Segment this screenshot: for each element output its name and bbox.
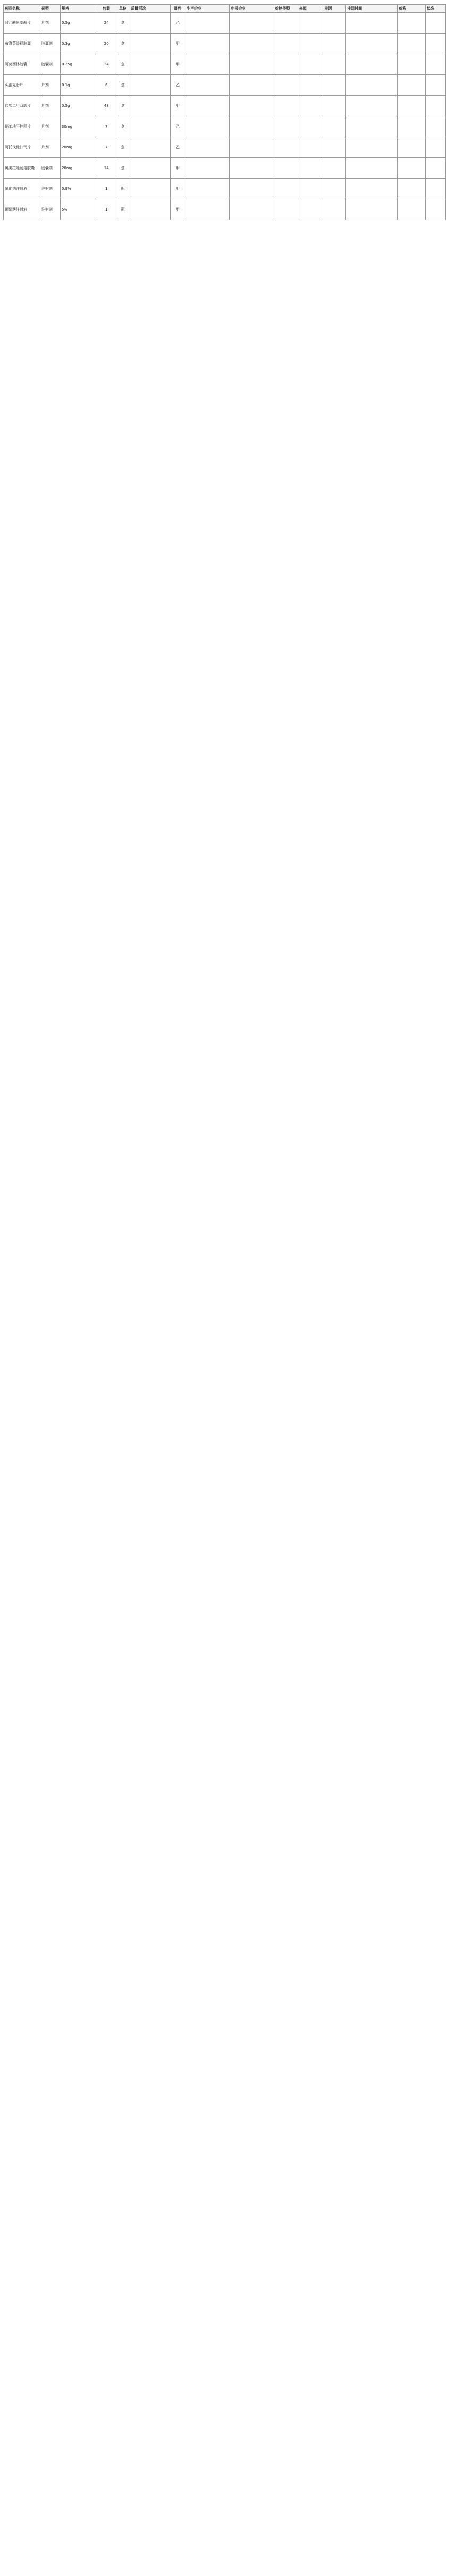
table-cell [230,179,274,199]
table-cell [230,158,274,179]
table-cell: 盒 [116,54,130,75]
table-cell: 瓶 [116,179,130,199]
table-cell: 0.3g [60,34,97,54]
table-cell: 盐酸二甲双胍片 [4,96,40,116]
table-cell: 7 [97,116,116,137]
table-cell [274,34,298,54]
table-cell [274,96,298,116]
table-cell [323,158,346,179]
column-header: 价格类型 [274,5,298,13]
table-cell: 20 [97,34,116,54]
table-cell [397,137,425,158]
column-header: 生产企业 [185,5,230,13]
table-header-row [4,5,446,13]
table-cell [185,34,230,54]
table-cell [425,116,445,137]
table-cell: 盒 [116,13,130,34]
table-cell [323,75,346,96]
table-row [4,34,446,54]
table-cell: 胶囊剂 [40,34,60,54]
table-cell [397,54,425,75]
table-cell: 6 [97,75,116,96]
table-cell [230,13,274,34]
table-cell [185,137,230,158]
table-cell [274,116,298,137]
table-cell [425,54,445,75]
table-cell [130,54,170,75]
table-cell: 片剂 [40,137,60,158]
table-cell [346,13,397,34]
table-cell [185,96,230,116]
table-cell [397,199,425,220]
column-header: 属性 [170,5,185,13]
column-header: 挂网时间 [346,5,397,13]
table-cell [130,96,170,116]
table-cell: 胶囊剂 [40,158,60,179]
table-cell: 对乙酰氨基酚片 [4,13,40,34]
table-cell [425,199,445,220]
table-cell [230,96,274,116]
table-cell [346,179,397,199]
table-cell [298,96,323,116]
table-cell [425,75,445,96]
table-cell: 胶囊剂 [40,54,60,75]
table-cell [298,199,323,220]
table-cell [397,34,425,54]
table-cell [397,13,425,34]
table-cell [298,54,323,75]
table-cell [185,54,230,75]
table-cell [397,158,425,179]
table-cell: 甲 [170,179,185,199]
table-cell [298,158,323,179]
table-cell: 片剂 [40,116,60,137]
table-cell [230,199,274,220]
table-cell [397,179,425,199]
table-cell: 48 [97,96,116,116]
table-cell: 乙 [170,13,185,34]
table-cell [230,75,274,96]
table-cell [130,116,170,137]
table-cell [425,96,445,116]
table-cell: 乙 [170,75,185,96]
table-cell: 注射剂 [40,199,60,220]
table-cell: 5% [60,199,97,220]
table-cell [323,54,346,75]
table-cell [185,13,230,34]
table-cell: 甲 [170,34,185,54]
column-header: 挂网 [323,5,346,13]
table-cell: 头孢克肟片 [4,75,40,96]
table-cell [130,34,170,54]
table-cell [185,75,230,96]
column-header: 规格 [60,5,97,13]
table-row [4,54,446,75]
table-cell [185,116,230,137]
table-cell [346,54,397,75]
table-cell [346,137,397,158]
table-cell [185,158,230,179]
table-cell [298,13,323,34]
table-cell [130,179,170,199]
table-cell [323,13,346,34]
table-cell: 24 [97,54,116,75]
table-cell [274,13,298,34]
table-cell: 30mg [60,116,97,137]
table-cell: 甲 [170,54,185,75]
table-cell: 0.1g [60,75,97,96]
table-cell [346,158,397,179]
table-cell: 乙 [170,116,185,137]
table-cell [298,34,323,54]
table-cell: 奥美拉唑肠溶胶囊 [4,158,40,179]
table-cell [346,116,397,137]
table-row [4,75,446,96]
table-cell: 硝苯地平控释片 [4,116,40,137]
table-cell: 1 [97,179,116,199]
table-cell: 1 [97,199,116,220]
table-cell [230,54,274,75]
table-cell: 20mg [60,158,97,179]
table-cell: 片剂 [40,75,60,96]
table-cell [397,96,425,116]
table-row [4,96,446,116]
table-cell [323,116,346,137]
table-cell [346,75,397,96]
table-cell: 盒 [116,34,130,54]
table-cell [425,13,445,34]
table-cell [230,116,274,137]
column-header: 质量层次 [130,5,170,13]
table-cell [130,199,170,220]
table-cell: 葡萄糖注射液 [4,199,40,220]
table-cell [298,137,323,158]
table-cell: 氯化钠注射液 [4,179,40,199]
table-cell: 盒 [116,75,130,96]
table-cell: 片剂 [40,13,60,34]
table-cell [274,199,298,220]
column-header: 药品名称 [4,5,40,13]
table-cell: 片剂 [40,96,60,116]
table-cell: 20mg [60,137,97,158]
table-cell [274,75,298,96]
table-row [4,13,446,34]
table-cell: 甲 [170,199,185,220]
table-cell [323,137,346,158]
drug-price-table [3,4,446,220]
table-cell: 甲 [170,158,185,179]
table-cell [425,158,445,179]
table-cell [130,137,170,158]
table-cell: 7 [97,137,116,158]
table-cell: 阿托伐他汀钙片 [4,137,40,158]
table-cell [274,137,298,158]
table-cell [185,179,230,199]
table-cell [323,34,346,54]
table-cell: 布洛芬缓释胶囊 [4,34,40,54]
column-header: 单位 [116,5,130,13]
table-cell [230,137,274,158]
table-cell [425,34,445,54]
table-cell [323,96,346,116]
table-row [4,179,446,199]
table-cell [230,34,274,54]
column-header: 申报企业 [230,5,274,13]
table-cell [323,179,346,199]
table-cell: 阿莫西林胶囊 [4,54,40,75]
table-cell [130,13,170,34]
table-cell [425,137,445,158]
table-row [4,137,446,158]
table-cell [346,96,397,116]
table-cell [397,75,425,96]
table-cell: 14 [97,158,116,179]
table-cell [346,34,397,54]
table-row [4,116,446,137]
table-cell: 盒 [116,96,130,116]
table-cell [298,179,323,199]
table-cell [274,54,298,75]
column-header: 来源 [298,5,323,13]
table-cell [323,199,346,220]
table-body [4,5,446,220]
table-cell [298,116,323,137]
table-cell [397,116,425,137]
table-cell [425,179,445,199]
column-header: 包装 [97,5,116,13]
table-cell [130,75,170,96]
table-cell: 0.25g [60,54,97,75]
table-cell [346,199,397,220]
table-cell: 甲 [170,96,185,116]
column-header: 剂型 [40,5,60,13]
table-cell: 乙 [170,137,185,158]
table-cell: 0.5g [60,96,97,116]
table-cell: 0.9% [60,179,97,199]
table-cell: 0.5g [60,13,97,34]
table-cell: 注射剂 [40,179,60,199]
table-cell: 盒 [116,137,130,158]
table-cell: 24 [97,13,116,34]
column-header: 状态 [425,5,445,13]
table-cell [298,75,323,96]
table-cell [274,179,298,199]
table-cell: 盒 [116,116,130,137]
table-cell [185,199,230,220]
table-row [4,158,446,179]
table-cell: 盒 [116,158,130,179]
column-header: 价格 [397,5,425,13]
table-row [4,199,446,220]
table-cell [130,158,170,179]
table-cell [274,158,298,179]
table-cell: 瓶 [116,199,130,220]
